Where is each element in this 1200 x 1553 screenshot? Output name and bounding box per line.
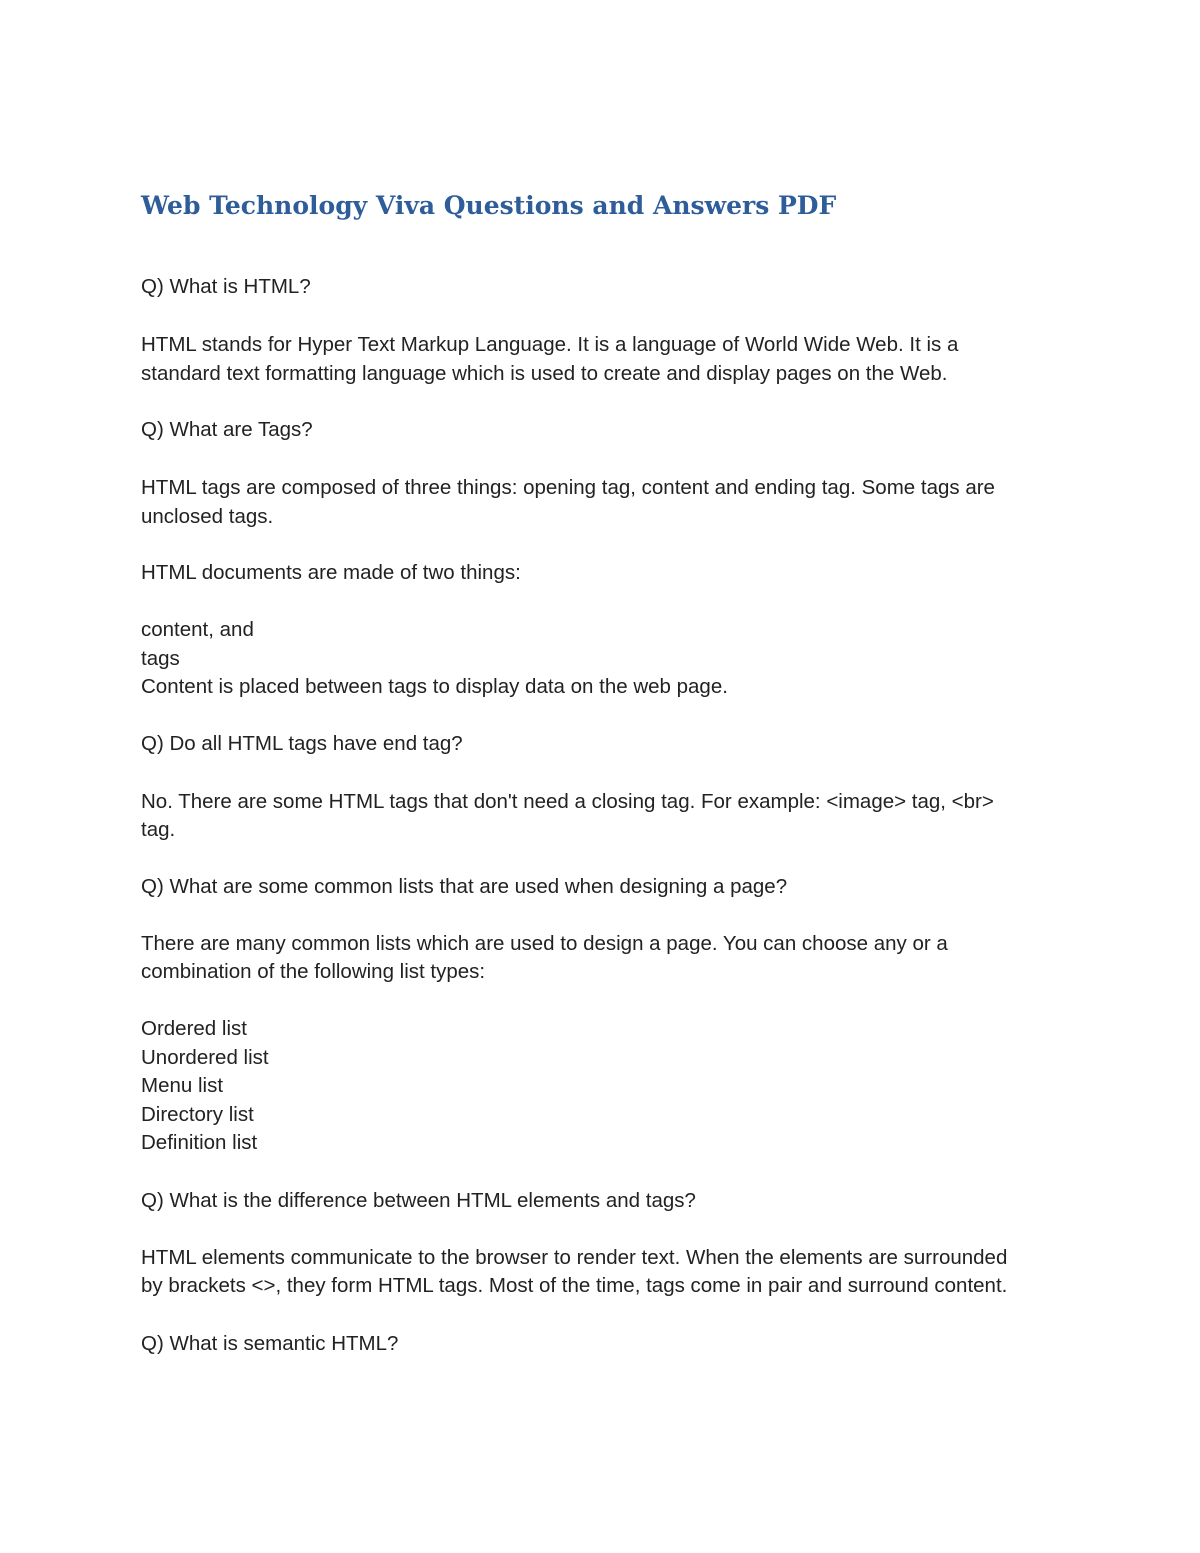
answer-lists-line-1: There are many common lists which are used to design a page. You can choose any or a [141,932,948,955]
document-title: Web Technology Viva Questions and Answers PDF [141,191,837,220]
answer-end-tag-line-2: tag. [141,818,176,841]
list-item-menu: Menu list [141,1074,224,1097]
question-semantic-html: Q) What is semantic HTML? [141,1332,399,1355]
list-item-content: content, and [141,618,254,641]
question-elements-vs-tags: Q) What is the difference between HTML elements and tags? [141,1189,696,1212]
answer-end-tag-line-1: No. There are some HTML tags that don't need a closing tag. For example: <image> tag, <br> [141,790,994,813]
list-item-tags: tags [141,647,180,670]
html-documents-text: HTML documents are made of two things: [141,561,521,584]
question-what-is-html: Q) What is HTML? [141,275,311,298]
answer-html-line-2: standard text formatting language which is used to create and display pages on the Web. [141,362,948,385]
answer-tags-line-1: HTML tags are composed of three things: opening tag, content and ending tag. Some tags are [141,476,995,499]
list-item-definition: Definition list [141,1131,258,1154]
list-item-directory: Directory list [141,1103,254,1126]
answer-elements-line-1: HTML elements communicate to the browser to render text. When the elements are surrounded [141,1246,1008,1269]
list-item-unordered: Unordered list [141,1046,269,1069]
answer-tags-line-2: unclosed tags. [141,505,274,528]
question-what-are-tags: Q) What are Tags? [141,418,313,441]
question-end-tag: Q) Do all HTML tags have end tag? [141,732,463,755]
question-common-lists: Q) What are some common lists that are used when designing a page? [141,875,788,898]
content-placement-text: Content is placed between tags to display data on the web page. [141,675,728,698]
answer-elements-line-2: by brackets <>, they form HTML tags. Most of the time, tags come in pair and surround content. [141,1274,1008,1297]
list-item-ordered: Ordered list [141,1017,247,1040]
answer-html-line-1: HTML stands for Hyper Text Markup Language. It is a language of World Wide Web. It is a [141,333,959,356]
answer-lists-line-2: combination of the following list types: [141,960,486,983]
